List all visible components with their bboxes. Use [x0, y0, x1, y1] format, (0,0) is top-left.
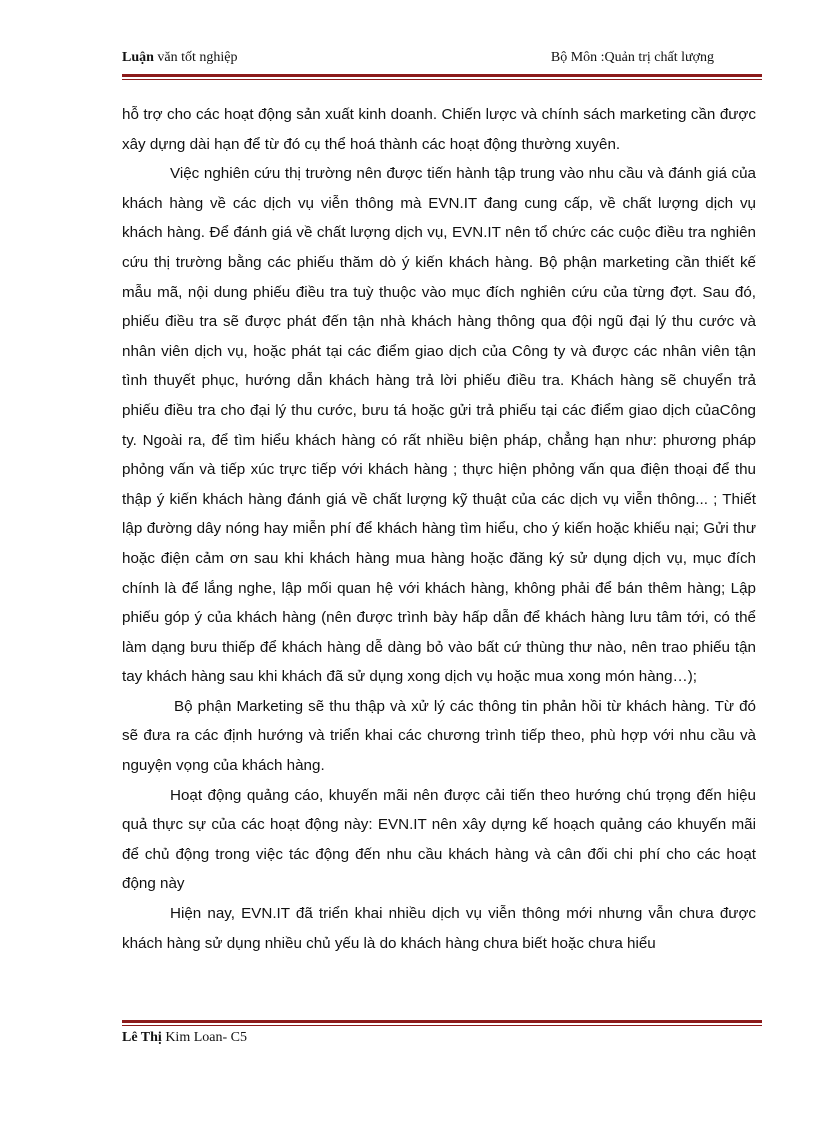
- header-right-title: Bộ Môn :Quản trị chất lượng: [550, 50, 714, 65]
- footer-rule-thick: [122, 1020, 762, 1023]
- header-rule: [122, 74, 762, 80]
- paragraph-1: hỗ trợ cho các hoạt động sản xuất kinh doanh. Chiến lược và chính sách marketing cần được xây dựng dài hạn để từ đó cụ thể hoá thành các hoạt động thường xuyên.: [122, 106, 756, 153]
- header-left-title: [122, 50, 238, 66]
- footer-rule: [122, 1020, 762, 1026]
- header-rule-thick: [122, 74, 762, 77]
- paragraph-2: Việc nghiên cứu thị trường nên được tiến hành tập trung vào nhu cầu và đánh giá của khách hàng về các dịch vụ viễn thông mà EVN.IT đang cung cấp, về chất lượng dịch vụ khách hàng. Để đánh giá về chất lượng dịch vụ, EVN.IT nên tổ chức các cuộc điều tra nghiên cứu thị trường bằng các phiếu thăm dò ý kiến khách hàng. Bộ phận marketing cần thiết kế mẫu mã, nội dung phiếu điều tra tuỳ thuộc vào mục đích nghiên cứu của từng đợt. Sau đó, phiếu điều tra sẽ được phát đến tận nhà khách hàng thông qua đội ngũ đại lý thu cước và nhân viên dịch vụ, hoặc phát tại các điểm giao dịch của Công ty và được các nhân viên tận tình thuyết phục, hướng dẫn khách hàng trả lời phiếu điều tra. Khách hàng sẽ chuyển trả phiếu điều tra cho đại lý thu cước, bưu tá hoặc gửi trả phiếu tại các điểm giao dịch củaCông ty. Ngoài ra, để tìm hiểu khách hàng có rất nhiều biện pháp, chẳng hạn như: phương pháp phỏng vấn và tiếp xúc trực tiếp với khách hàng ; thực hiện phỏng vấn qua điện thoại để thu thập ý kiến khách hàng đánh giá về chất lượng kỹ thuật của các dịch vụ viễn thông... ; Thiết lập đường dây nóng hay miễn phí để khách hàng tìm hiểu, cho ý kiến hoặc khiếu nại; Gửi thư hoặc điện cảm ơn sau khi khách hàng mua hàng hoặc đăng ký sử dụng dịch vụ, mục đích chính là để lắng nghe, lập mối quan hệ với khách hàng, không phải để bán thêm hàng; Lập phiếu góp ý của khách hàng (nên được trình bày hấp dẫn để khách hàng lưu tâm tới, có thể làm dạng bưu thiếp để khách hàng dễ dàng bỏ vào bất cứ thùng thư nào, nên trao phiếu tận tay khách hàng sau khi khách đã sử dụng xong dịch vụ hoặc mua xong món hàng…);: [122, 165, 756, 686]
- footer-rule-thin: [122, 1025, 762, 1026]
- paragraph-4: Hoạt động quảng cáo, khuyến mãi nên được cải tiến theo hướng chú trọng đến hiệu quả thực sự của các hoạt động này: EVN.IT nên xây dựng kế hoạch quảng cáo khuyến mãi để chủ động trong việc tác động đến nhu cầu khách hàng và cân đối chi phí cho các hoạt động này: [122, 786, 756, 893]
- footer-rest: Kim Loan- C5: [161, 1030, 247, 1045]
- header-left-rest: văn tốt nghiệp: [153, 50, 238, 65]
- footer-bold: Lê Thị: [122, 1030, 162, 1045]
- header-rule-thin: [122, 79, 762, 80]
- page-footer: [122, 1030, 247, 1046]
- page-header: [122, 50, 762, 70]
- paragraph-3: Bộ phận Marketing sẽ thu thập và xử lý các thông tin phản hồi từ khách hàng. Từ đó sẽ đưa ra các định hướng và triển khai các chương trình tiếp theo, phù hợp với nhu cầu và nguyện vọng của khách hàng.: [122, 697, 756, 775]
- body-text: [122, 100, 756, 958]
- header-left-bold: Luận: [122, 50, 154, 65]
- paragraph-5: Hiện nay, EVN.IT đã triển khai nhiều dịch vụ viễn thông mới nhưng vẫn chưa được khách hàng sử dụng nhiều chủ yếu là do khách hàng chưa biết hoặc chưa hiểu: [122, 905, 756, 952]
